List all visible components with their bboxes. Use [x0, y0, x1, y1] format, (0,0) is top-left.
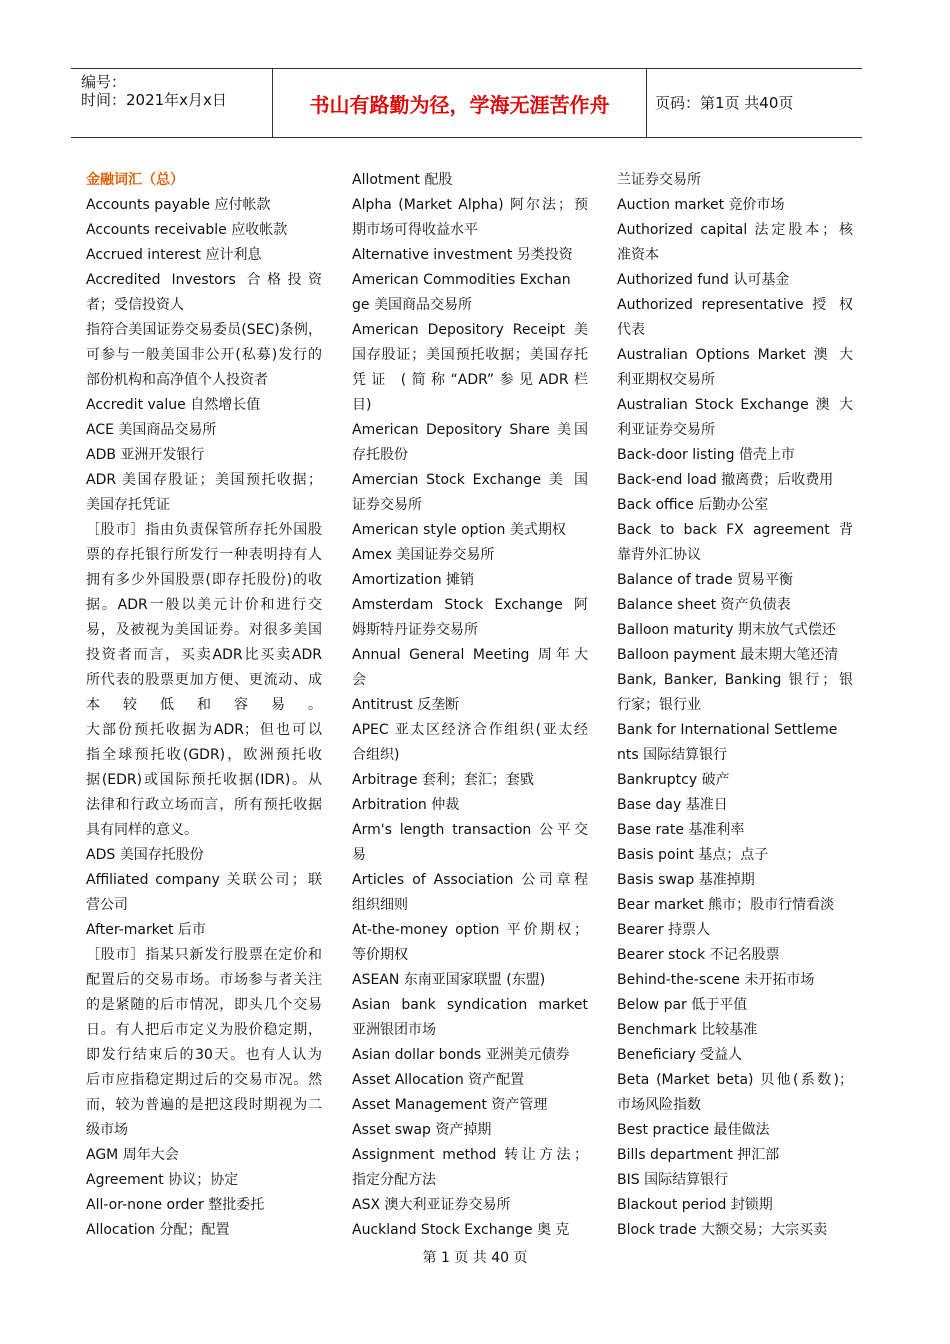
page-footer: 第 1 页 共 40 页 — [422, 1250, 528, 1266]
glossary-line: 本较低和容易。 — [86, 697, 322, 713]
glossary-line: Back-end load 撤离费；后收费用 — [617, 472, 834, 488]
glossary-line: Back office 后勤办公室 — [617, 497, 769, 513]
glossary-line: Allocation 分配；配置 — [86, 1222, 230, 1238]
glossary-line: Accredit value 自然增长值 — [86, 397, 261, 413]
glossary-line: 指定分配方法 — [352, 1172, 436, 1188]
glossary-line: Bear market 熊市；股市行情看淡 — [617, 897, 835, 913]
glossary-line: Arm's length transaction 公平交 — [352, 822, 588, 838]
glossary-line: American Commodities Exchan — [352, 272, 571, 288]
glossary-line: Back to back FX agreement 背 — [617, 522, 853, 538]
glossary-line: Arbitration 仲裁 — [352, 797, 460, 813]
glossary-line: 美国存托凭证 — [86, 497, 170, 513]
glossary-line: 准资本 — [617, 247, 659, 263]
glossary-line: Allotment 配股 — [352, 172, 453, 188]
glossary-line: American Depository Receipt 美 — [352, 322, 588, 338]
glossary-line: Block trade 大额交易；大宗买卖 — [617, 1222, 828, 1238]
glossary-line: Balance of trade 贸易平衡 — [617, 572, 794, 588]
glossary-line: Assignment method 转让方法； — [352, 1147, 588, 1163]
glossary-line: APEC 亚太区经济合作组织(亚太经 — [352, 722, 588, 738]
glossary-line: Arbitrage 套利；套汇；套戥 — [352, 772, 534, 788]
glossary-line: Auckland Stock Exchange 奥 克 — [352, 1222, 570, 1238]
document-number: 编号： — [81, 73, 127, 91]
glossary-line: Articles of Association 公司章程 — [352, 872, 588, 888]
glossary-line: 即发行结束后的30天。也有人认为 — [86, 1047, 322, 1063]
glossary-line: Authorized representative 授 权 — [617, 297, 853, 313]
glossary-line: Below par 低于平值 — [617, 997, 748, 1013]
glossary-line: 兰证券交易所 — [617, 172, 701, 188]
glossary-line: 投资者而言，买卖ADR比买卖ADR — [86, 647, 322, 663]
glossary-line: Balance sheet 资产负债表 — [617, 597, 791, 613]
glossary-line: American Depository Share 美国 — [352, 422, 588, 438]
glossary-line: Accrued interest 应计利息 — [86, 247, 262, 263]
glossary-line: 具有同样的意义。 — [86, 822, 198, 838]
glossary-line: 据(EDR)或国际预托收据(IDR)。从 — [86, 772, 322, 788]
glossary-line: 据。ADR一般以美元计价和进行交 — [86, 597, 322, 613]
glossary-line: Behind-the-scene 未开拓市场 — [617, 972, 815, 988]
glossary-line: Affiliated company 关联公司；联 — [86, 872, 322, 888]
page-header — [71, 68, 862, 138]
glossary-line: 营公司 — [86, 897, 128, 913]
glossary-line: 拥有多少外国股票(即存托股份)的收 — [86, 572, 322, 588]
glossary-line: Blackout period 封锁期 — [617, 1197, 773, 1213]
glossary-line: After-market 后市 — [86, 922, 206, 938]
glossary-line: 可参与一般美国非公开(私募)发行的 — [86, 347, 322, 363]
glossary-line: Balloon payment 最末期大笔还清 — [617, 647, 839, 663]
section-heading: 金融词汇（总） — [86, 172, 184, 188]
glossary-line: 行家；银行业 — [617, 697, 701, 713]
glossary-line: 会 — [352, 672, 366, 688]
glossary-line: 票的存托银行所发行一种表明持有人 — [86, 547, 322, 563]
glossary-line: American style option 美式期权 — [352, 522, 566, 538]
glossary-line: Alpha (Market Alpha) 阿尔法；预 — [352, 197, 588, 213]
page-info: 页码：第1页 共40页 — [655, 94, 794, 112]
glossary-line: Agreement 协议；协定 — [86, 1172, 239, 1188]
glossary-line: BIS 国际结算银行 — [617, 1172, 729, 1188]
glossary-line: 姆斯特丹证券交易所 — [352, 622, 478, 638]
glossary-line: At-the-money option 平价期权； — [352, 922, 588, 938]
glossary-line: Bearer stock 不记名股票 — [617, 947, 780, 963]
glossary-column-1 — [86, 168, 322, 1243]
glossary-line: Bearer 持票人 — [617, 922, 711, 938]
glossary-line: 级市场 — [86, 1122, 128, 1138]
glossary-line: Best practice 最佳做法 — [617, 1122, 770, 1138]
glossary-line: 大部份预托收据为ADR；但也可以 — [86, 722, 322, 738]
glossary-line: 的是紧随的后市情况，即头几个交易 — [86, 997, 322, 1013]
glossary-line: Amex 美国证券交易所 — [352, 547, 495, 563]
glossary-line: Antitrust 反垄断 — [352, 697, 460, 713]
glossary-line: 证券交易所 — [352, 497, 422, 513]
glossary-line: Asset swap 资产掉期 — [352, 1122, 492, 1138]
glossary-line: Australian Stock Exchange 澳 大 — [617, 397, 853, 413]
glossary-line: Authorized fund 认可基金 — [617, 272, 790, 288]
glossary-line: Beneficiary 受益人 — [617, 1047, 743, 1063]
glossary-line: Bank for International Settleme — [617, 722, 838, 738]
glossary-line: ASX 澳大利亚证券交易所 — [352, 1197, 511, 1213]
glossary-line: Amsterdam Stock Exchange 阿 — [352, 597, 588, 613]
glossary-line: 指符合美国证券交易委员(SEC)条例， — [86, 322, 322, 338]
glossary-column-2 — [352, 168, 588, 1243]
glossary-line: ASEAN 东南亚国家联盟 (东盟) — [352, 972, 546, 988]
glossary-line: 合组织) — [352, 747, 400, 763]
glossary-line: Asian dollar bonds 亚洲美元债券 — [352, 1047, 570, 1063]
glossary-line: Bankruptcy 破产 — [617, 772, 730, 788]
glossary-line: 部份机构和高净值个人投资者 — [86, 372, 268, 388]
glossary-line: 期市场可得收益水平 — [352, 222, 478, 238]
glossary-line: nts 国际结算银行 — [617, 747, 728, 763]
glossary-line: 组织细则 — [352, 897, 408, 913]
glossary-line: Asset Management 资产管理 — [352, 1097, 548, 1113]
glossary-line: ［股市］指某只新发行股票在定价和 — [86, 947, 322, 963]
glossary-line: 市场风险指数 — [617, 1097, 701, 1113]
glossary-line: Accounts receivable 应收帐款 — [86, 222, 288, 238]
header-page-cell — [647, 69, 862, 137]
document-date: 时间：2021年x月x日 — [81, 91, 227, 109]
glossary-line: Authorized capital 法定股本；核 — [617, 222, 853, 238]
motto: 书山有路勤为径，学海无涯苦作舟 — [309, 93, 610, 117]
glossary-line: Balloon maturity 期末放气式偿还 — [617, 622, 836, 638]
glossary-line: Amercian Stock Exchange 美 国 — [352, 472, 588, 488]
glossary-line: All-or-none order 整批委托 — [86, 1197, 265, 1213]
glossary-line: Beta (Market beta) 贝他(系数)； — [617, 1072, 853, 1088]
glossary-line: Asian bank syndication market — [352, 997, 588, 1013]
glossary-line: 目) — [352, 397, 372, 413]
glossary-line: Basis swap 基准掉期 — [617, 872, 755, 888]
glossary-line: 日。有人把后市定义为股价稳定期， — [86, 1022, 322, 1038]
glossary-line: 利亚证券交易所 — [617, 422, 715, 438]
glossary-line: AGM 周年大会 — [86, 1147, 179, 1163]
glossary-column-3 — [617, 168, 853, 1243]
glossary-line: Base day 基准日 — [617, 797, 728, 813]
header-motto-cell — [273, 69, 647, 137]
glossary-line: ADS 美国存托股份 — [86, 847, 204, 863]
glossary-line: ADR 美国存股证；美国预托收据； — [86, 472, 322, 488]
glossary-line: ［股市］指由负责保管所存托外国股 — [86, 522, 322, 538]
glossary-line: 亚洲银团市场 — [352, 1022, 436, 1038]
glossary-line: Asset Allocation 资产配置 — [352, 1072, 525, 1088]
glossary-line: Accredited Investors 合格投资 — [86, 272, 322, 288]
glossary-line: Annual General Meeting 周年大 — [352, 647, 588, 663]
glossary-line: Bank, Banker, Banking 银行；银 — [617, 672, 853, 688]
glossary-line: Accounts payable 应付帐款 — [86, 197, 271, 213]
glossary-line: Alternative investment 另类投资 — [352, 247, 573, 263]
glossary-line: 所代表的股票更加方便、更流动、成 — [86, 672, 322, 688]
glossary-line: 国存股证；美国预托收据；美国存托 — [352, 347, 588, 363]
glossary-line: Basis point 基点；点子 — [617, 847, 769, 863]
glossary-line: ACE 美国商品交易所 — [86, 422, 217, 438]
glossary-line: 配置后的交易市场。市场参与者关注 — [86, 972, 322, 988]
glossary-line: ADB 亚洲开发银行 — [86, 447, 205, 463]
glossary-line: 等价期权 — [352, 947, 408, 963]
glossary-line: 后市应指稳定期过后的交易市况。然 — [86, 1072, 322, 1088]
glossary-line: ge 美国商品交易所 — [352, 297, 472, 313]
glossary-line: Bills department 押汇部 — [617, 1147, 780, 1163]
glossary-line: 靠背外汇协议 — [617, 547, 701, 563]
header-meta-cell — [71, 69, 273, 137]
glossary-line: Auction market 竞价市场 — [617, 197, 785, 213]
glossary-line: Back-door listing 借壳上市 — [617, 447, 795, 463]
glossary-line: 代表 — [617, 322, 645, 338]
glossary-line: Amortization 摊销 — [352, 572, 475, 588]
glossary-line: 而，较为普遍的是把这段时期视为二 — [86, 1097, 322, 1113]
glossary-line: 指全球预托收(GDR)，欧洲预托收 — [86, 747, 322, 763]
glossary-line: 利亚期权交易所 — [617, 372, 715, 388]
glossary-line: 凭证 (简称“ADR”参见ADR栏 — [352, 372, 588, 388]
glossary-line: 易 — [352, 847, 366, 863]
glossary-line: Base rate 基准利率 — [617, 822, 745, 838]
glossary-line: 易，及被视为美国证券。对很多美国 — [86, 622, 322, 638]
glossary-line: 存托股份 — [352, 447, 408, 463]
glossary-line: Benchmark 比较基准 — [617, 1022, 758, 1038]
glossary-line: 法律和行政立场而言，所有预托收据 — [86, 797, 322, 813]
glossary-line: Australian Options Market 澳 大 — [617, 347, 853, 363]
glossary-line: 者；受信投资人 — [86, 297, 184, 313]
